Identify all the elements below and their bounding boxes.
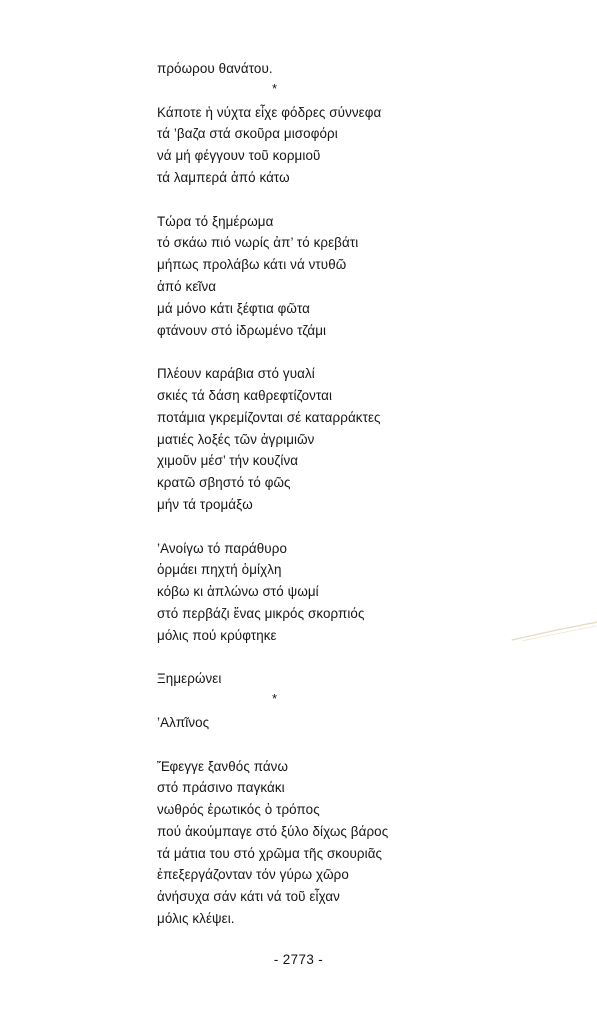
poem-line: στό πράσινο παγκάκι [157, 780, 285, 796]
poem-line: μόλις κλέψει. [157, 911, 235, 927]
poem-line: φτάνουν στό ἱδρωμένο τζάμι [157, 322, 327, 338]
poem-line: ποτάμια γκρεμίζονται σέ καταρράκτες [157, 409, 381, 425]
poem-line: ’Ανοίγω τό παράθυρο [157, 540, 287, 556]
poem-line: Ἔφεγγε ξανθός πάνω [157, 758, 289, 774]
poem-line: κρατῶ σβηστό τό φῶς [157, 475, 291, 491]
poem-line: τά μάτια του στό χρῶμα τῆς σκουριᾶς [157, 845, 383, 861]
poem-line: κόβω κι ἁπλώνω στό ψωμί [157, 584, 319, 600]
poem-line: πού ἀκούμπαγε στό ξύλο δίχως βάρος [157, 823, 389, 839]
poem-text [157, 58, 537, 930]
poem-title: ’Αλπῖνος [157, 714, 210, 730]
section-divider-star: * [272, 691, 278, 707]
poem-line: μά μόνο κάτι ξέφτια φῶτα [157, 300, 311, 316]
poem-line: μήπως προλάβω κάτι νά ντυθῶ [157, 257, 347, 273]
poem-line: νωθρός ἐρωτικός ὁ τρόπος [157, 802, 320, 818]
poem-line: πρόωρου θανάτου. [157, 61, 273, 76]
poem-line: Τώρα τό ξημέρωμα [157, 213, 274, 229]
stanza-gap [157, 734, 537, 756]
poem-line: ἀνήσυχα σάν κάτι νά τοῦ εἶχαν [157, 889, 340, 905]
pencil-mark-decoration [510, 620, 597, 644]
poem-line: ἐπεξεργάζονταν τόν γύρω χῶρο [157, 867, 349, 883]
stanza-gap [157, 516, 537, 538]
poem-line: Ξημερώνει [157, 671, 222, 687]
poem-line: μόλις πού κρύφτηκε [157, 627, 277, 643]
stanza-gap [157, 647, 537, 669]
poem-line: ὁρμάει πηχτή ὁμίχλη [157, 562, 282, 578]
poem-line: νά μή φέγγουν τοῦ κορμιοῦ [157, 148, 321, 164]
section-divider-star: * [272, 80, 278, 96]
poem-line: στό περβάζι ἕνας μικρός σκορπιός [157, 605, 365, 621]
stanza-gap [157, 189, 537, 211]
poem-line: τά λαμπερά ἀπό κάτω [157, 169, 290, 185]
poem-line: τά ’βαζα στά σκοῦρα μισοφόρι [157, 126, 338, 142]
poem-line: Κάποτε ἡ νύχτα εἶχε φόδρες σύννεφα [157, 104, 382, 120]
poem-line: τό σκάω πιό νωρίς ἀπ’ τό κρεβάτι [157, 235, 359, 251]
stanza-gap [157, 341, 537, 363]
poem-line: μήν τά τρομάξω [157, 496, 253, 512]
poem-line: ματιές λοξές τῶν ἀγριμιῶν [157, 431, 315, 447]
poem-line: ἀπό κεῖνα [157, 278, 217, 294]
page-number: - 2773 - [273, 952, 324, 967]
poem-line: σκιές τά δάση καθρεφτίζονται [157, 387, 333, 403]
poem-line: χιμοῦν μέσ’ τήν κουζίνα [157, 453, 299, 469]
poem-line: Πλέουν καράβια στό γυαλί [157, 366, 315, 382]
